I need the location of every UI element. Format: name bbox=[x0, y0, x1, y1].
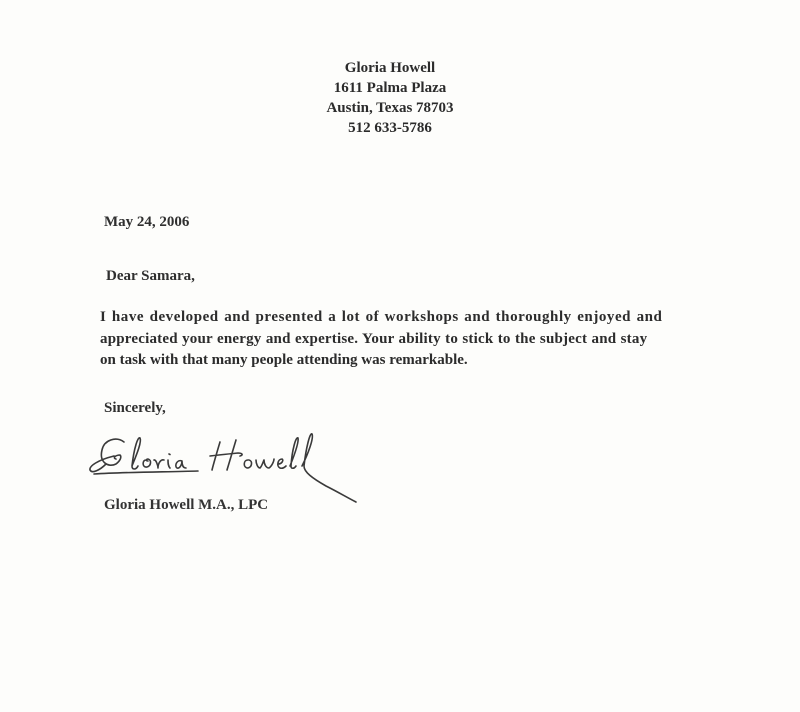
handwritten-signature bbox=[86, 428, 386, 508]
letterhead-street: 1611 Palma Plaza bbox=[333, 80, 447, 96]
salutation: Dear Samara, bbox=[106, 268, 195, 284]
letter-body bbox=[100, 307, 725, 370]
signature-strokes bbox=[90, 434, 356, 502]
signer-name: Gloria Howell M.A., LPC bbox=[104, 497, 269, 513]
body-line: I have developed and presented a lot of workshops and thoroughly enjoyed and bbox=[100, 309, 663, 325]
letterhead bbox=[270, 58, 510, 138]
closing: Sincerely, bbox=[104, 400, 166, 416]
letterhead-city: Austin, Texas 78703 bbox=[326, 100, 454, 116]
letter-date: May 24, 2006 bbox=[104, 214, 190, 230]
body-line: on task with that many people attending was remarkable. bbox=[100, 352, 468, 368]
body-line: appreciated your energy and expertise. Your ability to stick to the subject and stay bbox=[100, 331, 648, 347]
letterhead-name: Gloria Howell bbox=[344, 60, 436, 76]
letterhead-phone: 512 633-5786 bbox=[348, 120, 432, 136]
